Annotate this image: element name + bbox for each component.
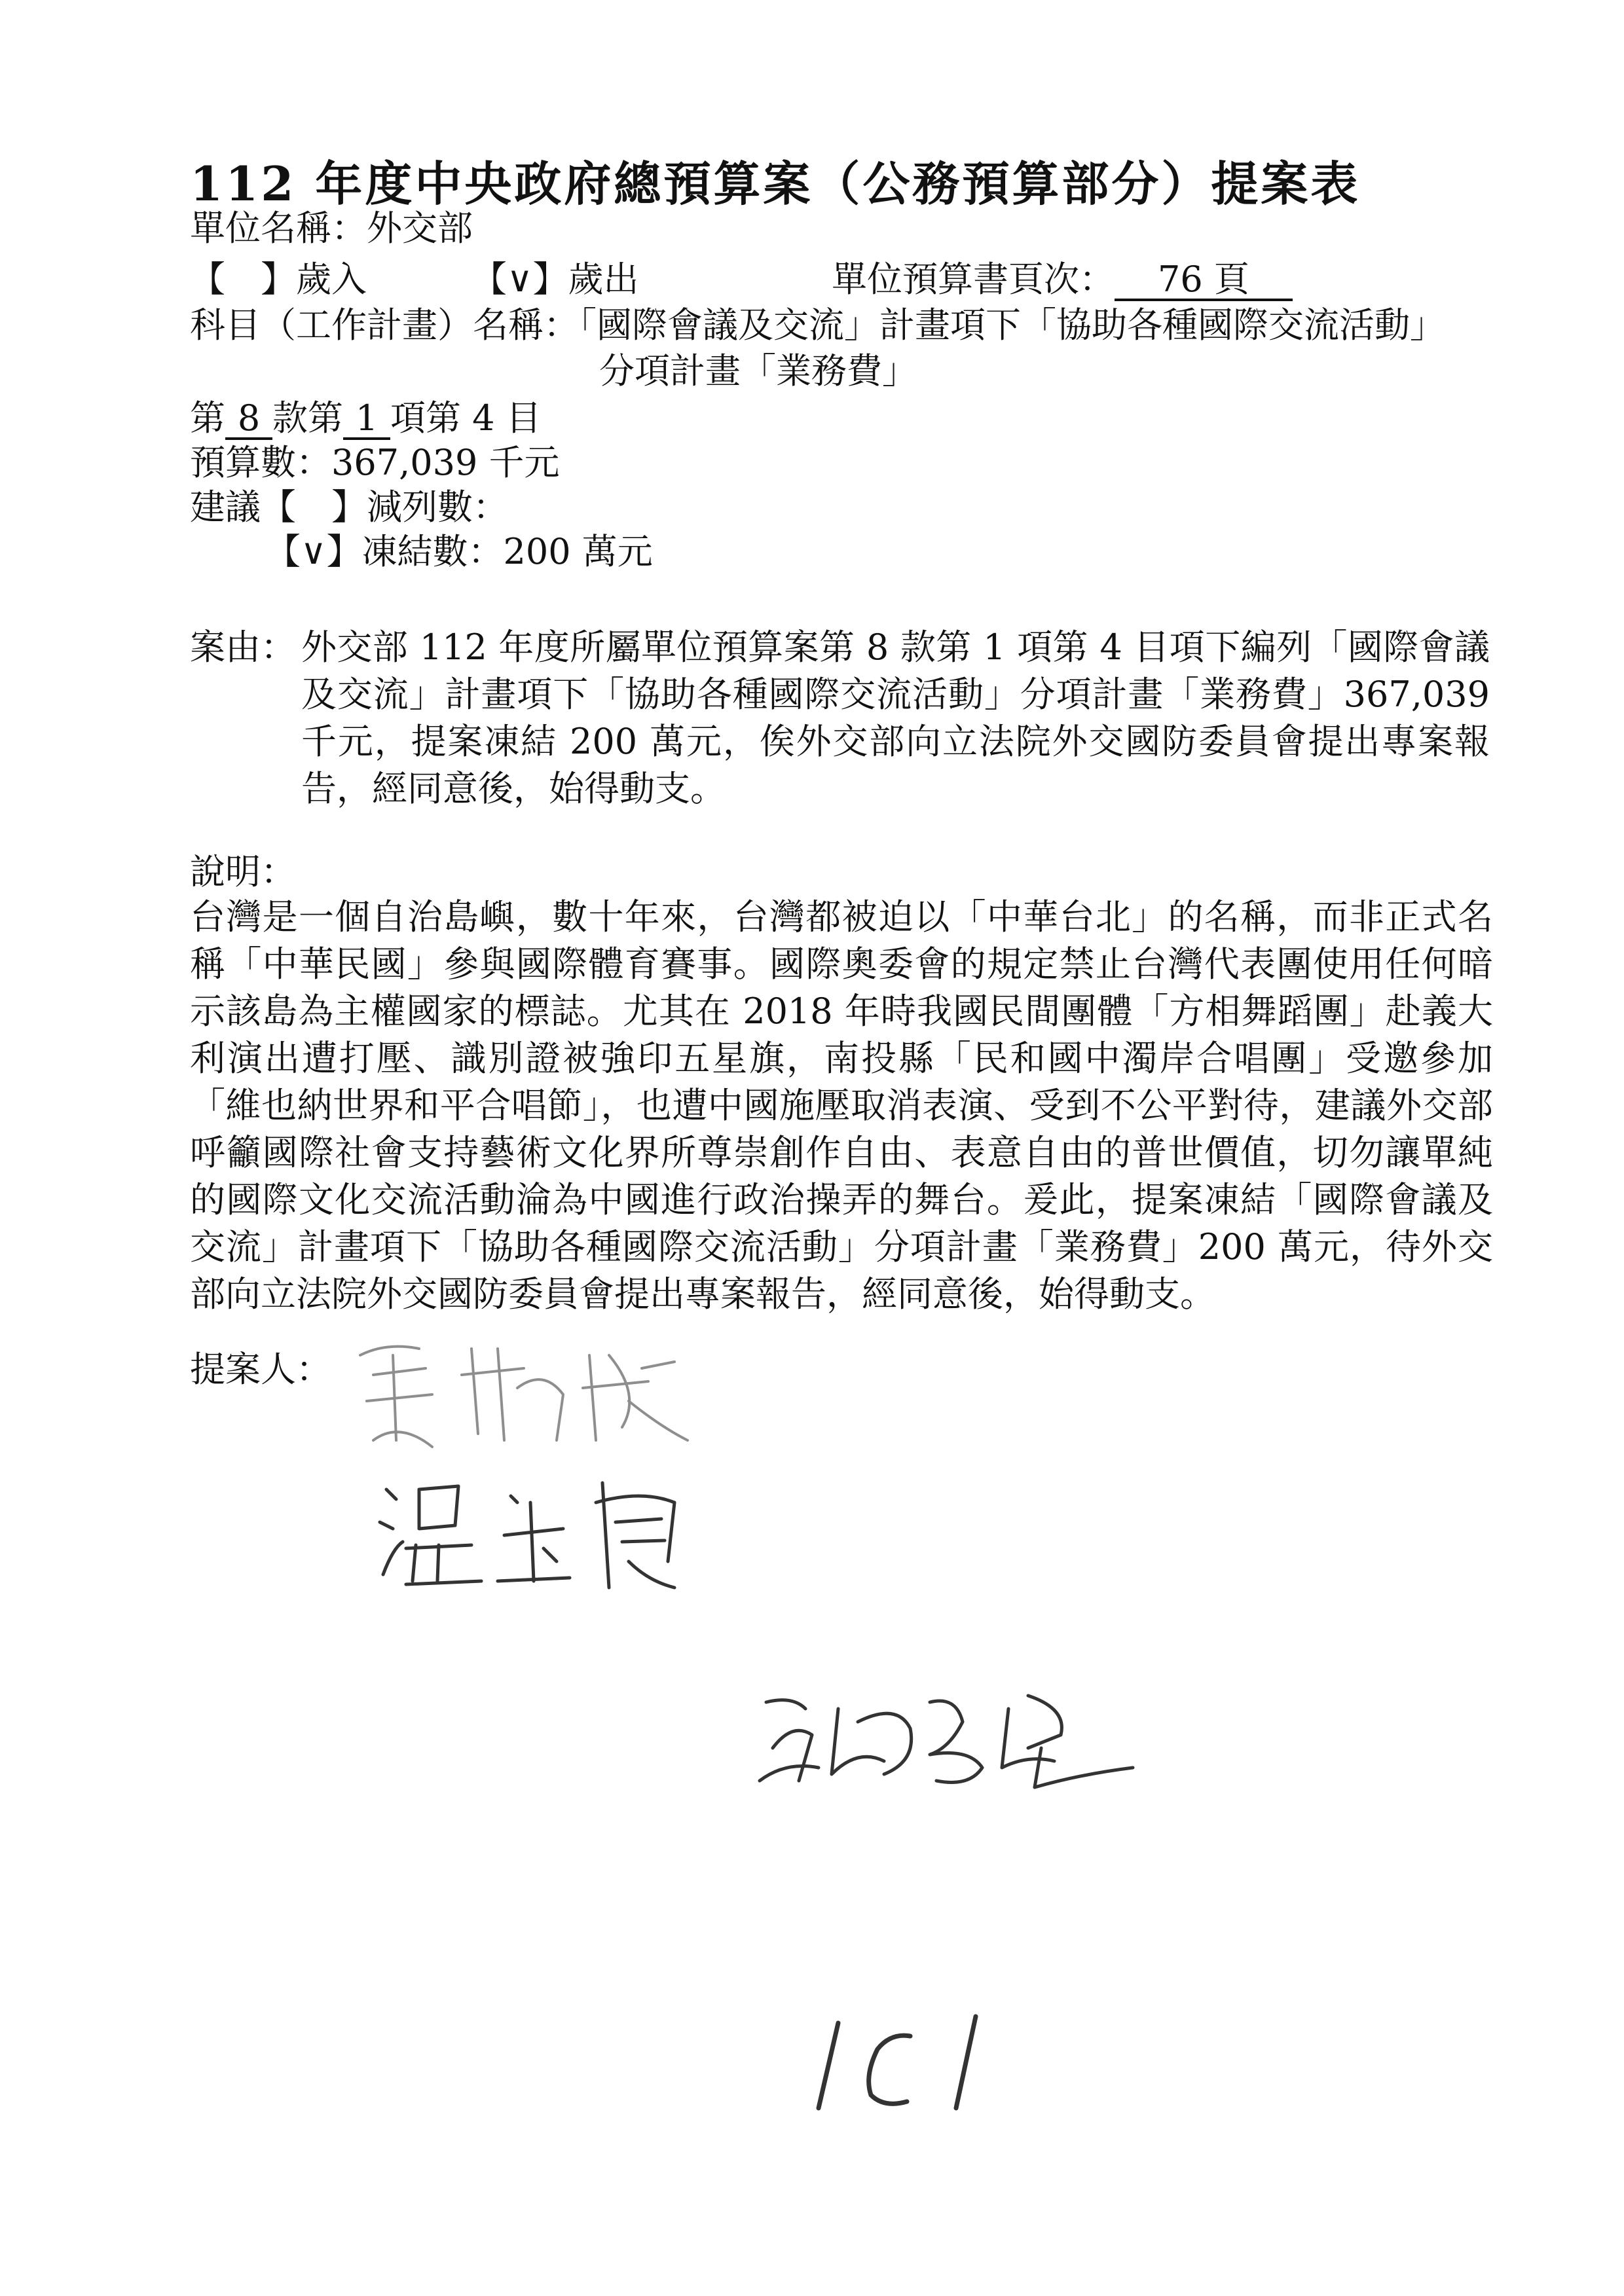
item-xiang-value: 1 (343, 401, 390, 440)
item-suffix: 項第 4 目 (390, 397, 542, 439)
subject-line2: 分項計畫「業務費」 (599, 350, 917, 392)
handwritten-page-number-image (799, 2003, 1008, 2115)
page-title: 112 年度中央政府總預算案（公務預算部分）提案表 (190, 156, 1361, 211)
signature-3-image (753, 1683, 1146, 1794)
budget-line: 預算數：367,039 千元 (190, 442, 560, 483)
expense-label: 歲出 (568, 259, 639, 300)
suggestion-freeze-line: 【∨】凍結數：200 萬元 (265, 531, 653, 572)
reason-label: 案由： (190, 627, 296, 668)
signature-1-image (347, 1329, 714, 1453)
suggestion-reduce-line: 建議【 】減列數： (190, 486, 508, 528)
subject-label: 科目（工作計畫）名稱： (190, 304, 579, 346)
item-prefix: 第 (190, 397, 225, 439)
item-kuan-value: 8 (225, 401, 272, 440)
item-line (190, 397, 542, 440)
subject-line1: 「國際會議及交流」計畫項下「協助各種國際交流活動」 (579, 304, 1445, 346)
page-ref-label: 單位預算書頁次： (832, 259, 1115, 300)
page-ref-group (832, 259, 1293, 301)
unit-label: 單位名稱： (190, 208, 367, 249)
reason-text: 外交部 112 年度所屬單位預算案第 8 款第 1 項第 4 目項下編列「國際會議及交流」計畫項下「協助各種國際交流活動」分項計畫「業務費」367,039 千元，提案凍結 200 萬元，俟外交部向立法院外交國防委員會提出專案報告，經同意後，始得動支。 (301, 627, 1490, 809)
expense-checkbox: 【∨】 (471, 259, 568, 300)
page-ref-value: 76 頁 (1115, 262, 1293, 301)
signature-2-image (367, 1463, 707, 1594)
unit-value: 外交部 (367, 208, 473, 249)
subject-line (190, 304, 1445, 346)
unit-line (190, 208, 473, 249)
expense-group (471, 259, 639, 300)
explanation-label: 說明： (190, 851, 296, 892)
income-label: 歲入 (296, 259, 367, 300)
income-checkbox: 【 】 (190, 259, 296, 300)
proposer-label: 提案人： (190, 1349, 331, 1390)
type-line (190, 259, 367, 300)
explanation-text: 台灣是一個自治島嶼，數十年來，台灣都被迫以「中華台北」的名稱，而非正式名稱「中華民國」參與國際體育賽事。國際奧委會的規定禁止台灣代表團使用任何暗示該島為主權國家的標誌。尤其在 2018 年時我國民間團體「方相舞蹈團」赴義大利演出遭打壓、識別證被強印五星旗，南投縣「民和國中濁岸合唱團」受邀參加「維也納世界和平合唱節」，也遭中國施壓取消表演、受到不公平對待，建議外交部呼籲國際社會支持藝術文化界所尊崇創作自由、表意自由的普世價值，切勿讓單純的國際文化交流活動淪為中國進行政治操弄的舞台。爰此，提案凍結「國際會議及交流」計畫項下「協助各種國際交流活動」分項計畫「業務費」200 萬元，待外交部向立法院外交國防委員會提出專案報告，經同意後，始得動支。 (190, 896, 1493, 1315)
item-mid: 款第 (272, 397, 343, 439)
